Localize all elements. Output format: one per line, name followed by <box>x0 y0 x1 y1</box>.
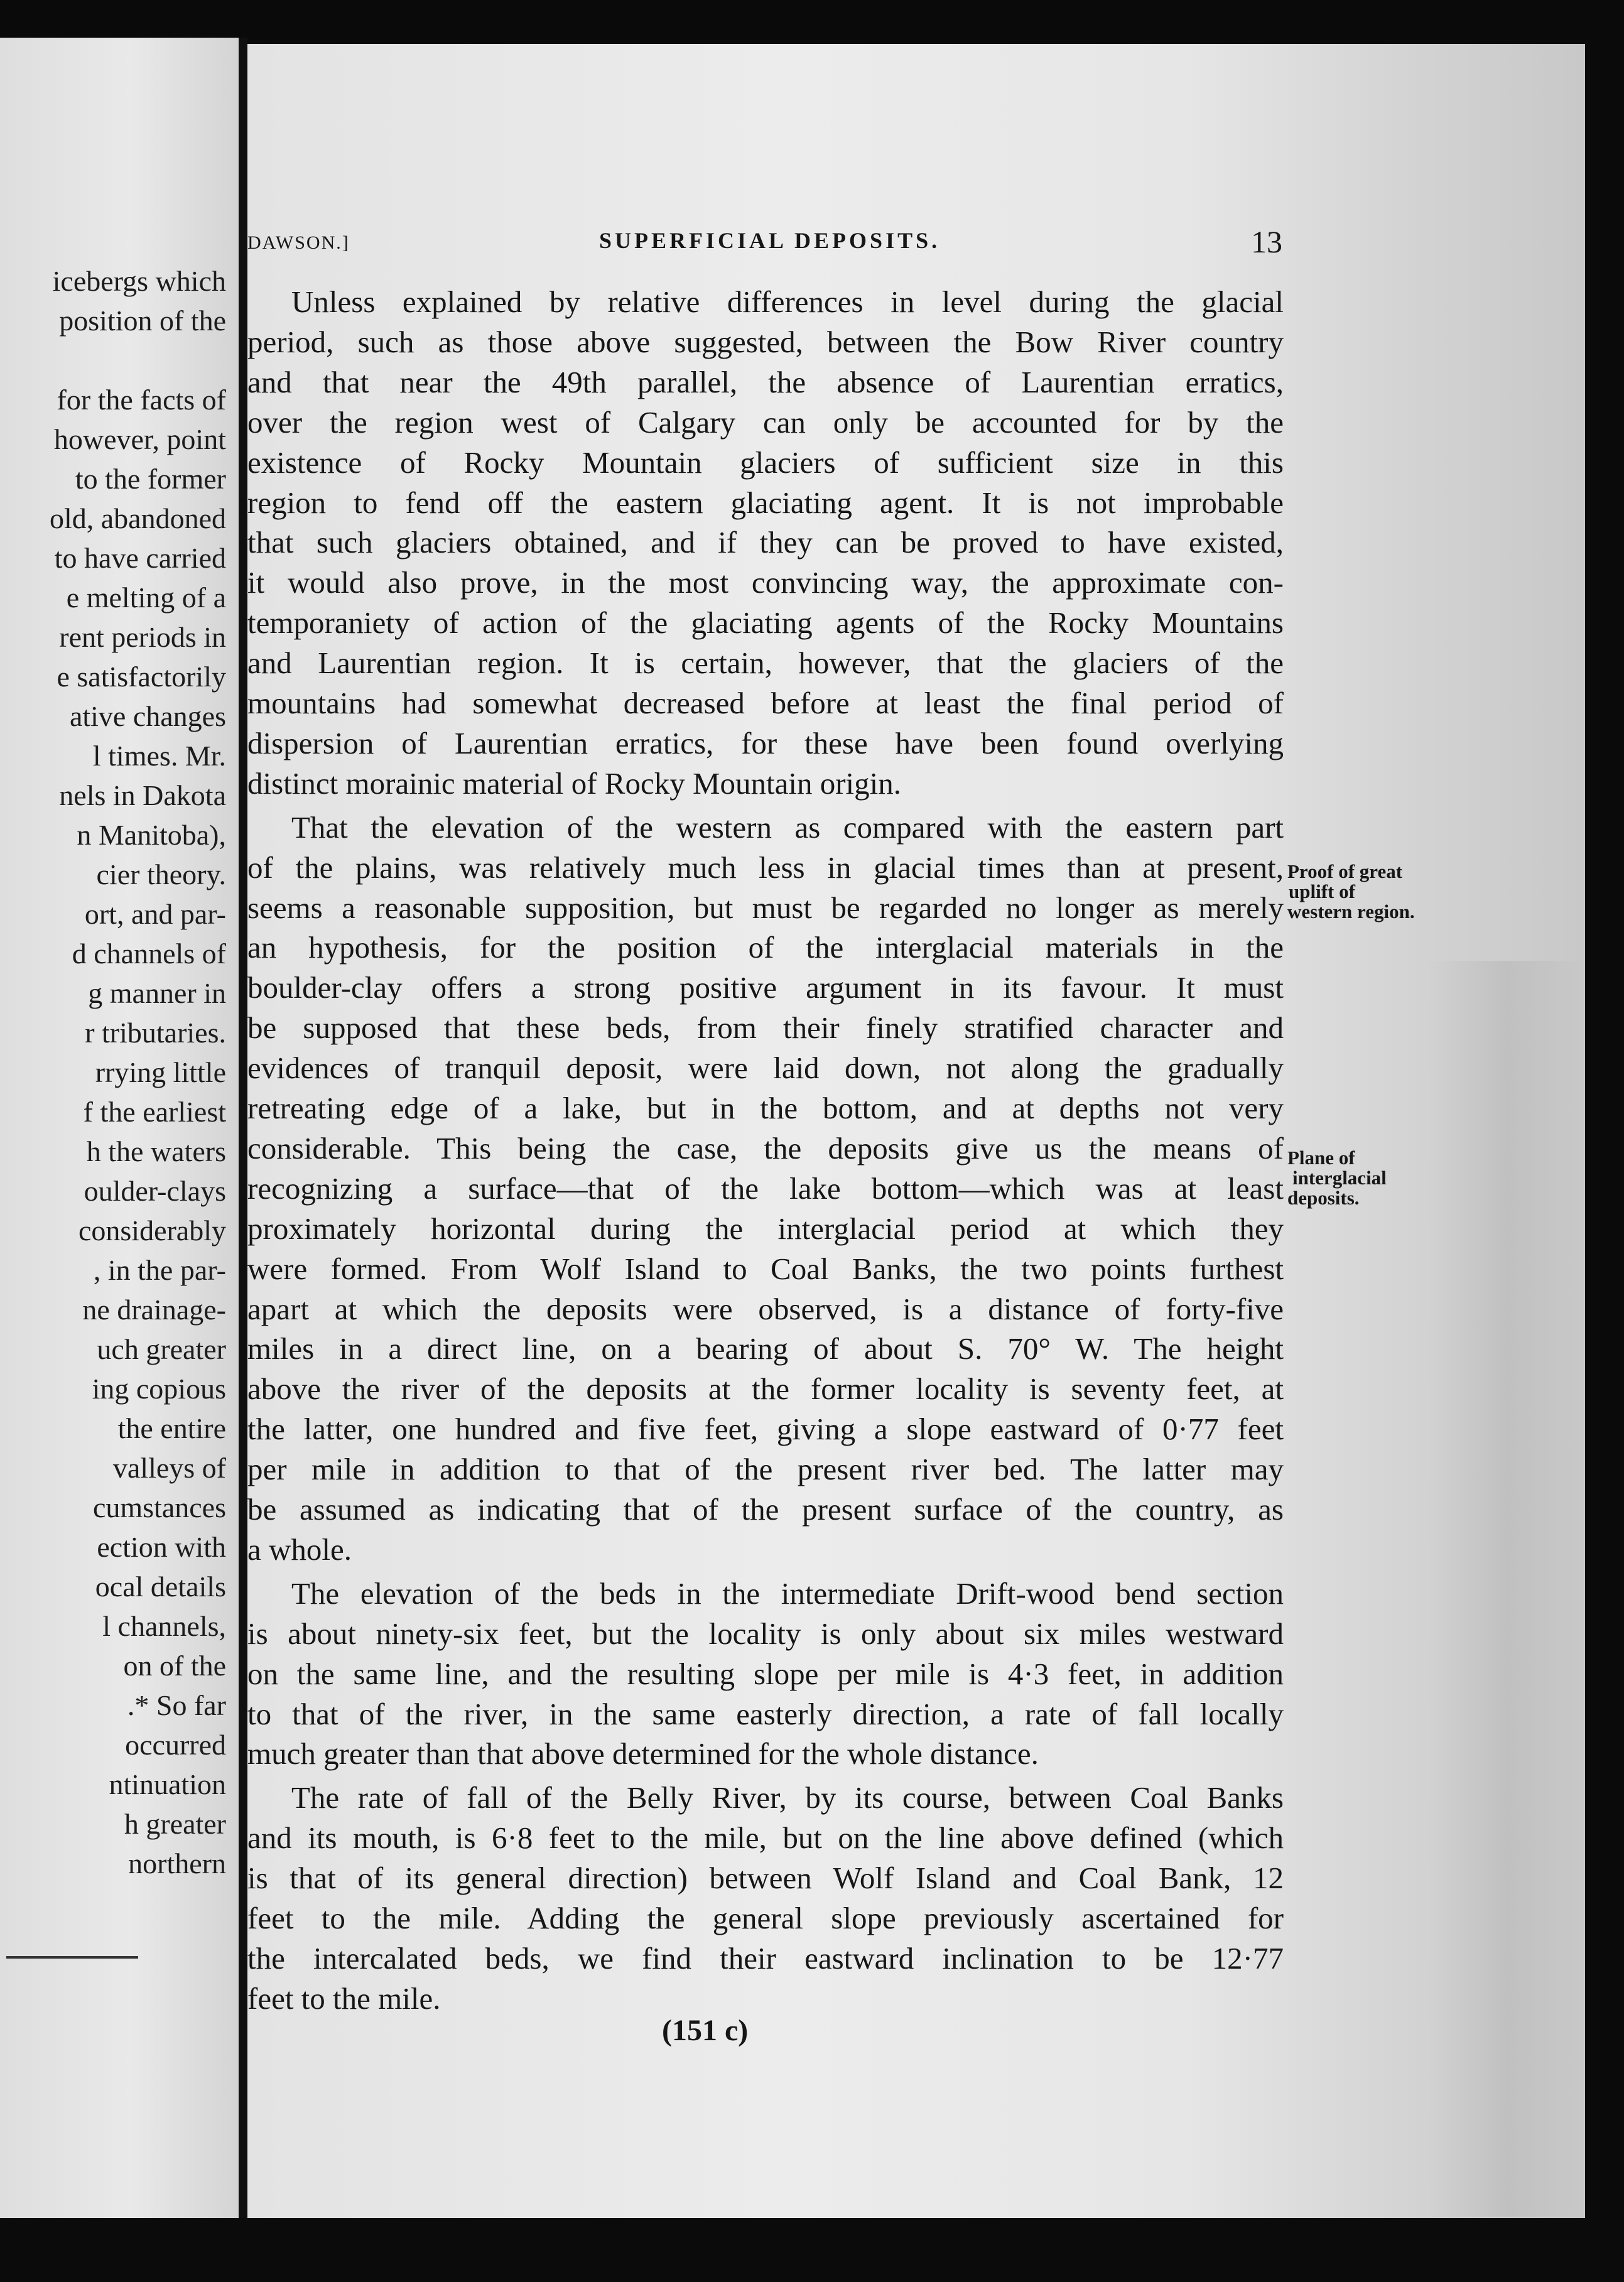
left-page-line: d channels of <box>72 938 226 970</box>
margin-note-plane <box>1287 1148 1495 1208</box>
left-page-line: h the waters <box>86 1135 226 1167</box>
left-page-line: f the earliest <box>83 1096 226 1128</box>
left-page-line: occurred <box>125 1729 226 1761</box>
body-line: per mile in addition to that of the present river bed. The latter may <box>247 1452 1284 1487</box>
body-line: The rate of fall of the Belly River, by its course, between Coal Banks <box>291 1780 1284 1815</box>
left-page-line: ing copious <box>92 1373 226 1405</box>
body-line: it would also prove, in the most convincing way, the approximate con- <box>247 565 1284 600</box>
left-page-line: old, abandoned <box>49 502 226 534</box>
body-line: of the plains, was relatively much less in glacial times than at present, <box>247 850 1284 885</box>
scan-border-right <box>1585 0 1624 2282</box>
body-line: much greater than that above determined for the whole distance. <box>247 1736 1039 1771</box>
body-line: evidences of tranquil deposit, were laid down, not along the gradually <box>247 1051 1284 1086</box>
left-page-line: ort, and par- <box>84 898 226 930</box>
left-page-line: on of the <box>123 1650 226 1682</box>
left-page-line: rrying little <box>95 1056 226 1088</box>
body-line: above the river of the deposits at the former locality is seventy feet, at <box>247 1371 1284 1407</box>
body-line: seems a reasonable supposition, but must be regarded no longer as merely <box>247 890 1284 925</box>
left-page-line: to the former <box>75 463 226 495</box>
body-line: and its mouth, is 6·8 feet to the mile, but on the line above defined (which <box>247 1820 1284 1856</box>
left-facing-page <box>0 38 239 2223</box>
left-page-line: to have carried <box>54 542 226 574</box>
main-page <box>247 44 1585 2218</box>
body-line: temporaniety of action of the glaciating agents of the Rocky Mountains <box>247 605 1284 641</box>
body-line: be assumed as indicating that of the present surface of the country, as <box>247 1492 1284 1527</box>
body-line: is that of its general direction) between Wolf Island and Coal Bank, 12 <box>247 1861 1284 1896</box>
body-line: miles in a direct line, on a bearing of about S. 70° W. The height <box>247 1331 1284 1366</box>
body-line: boulder-clay offers a strong positive argument in its favour. It must <box>247 970 1284 1005</box>
left-page-line: rent periods in <box>59 621 226 653</box>
body-line: considerable. This being the case, the deposits give us the means of <box>247 1130 1284 1165</box>
left-page-line: h greater <box>124 1808 226 1840</box>
left-page-line: nels in Dakota <box>59 779 226 811</box>
page-gutter <box>239 38 247 2223</box>
body-line: retreating edge of a lake, but in the bottom, and at depths not very <box>247 1091 1284 1125</box>
body-line: that such glaciers obtained, and if they can be proved to have existed, <box>247 525 1284 560</box>
body-line: period, such as those above suggested, between the Bow River country <box>247 324 1284 359</box>
body-line: dispersion of Laurentian erratics, for these have been found overlying <box>247 725 1284 760</box>
left-page-line: the entire <box>117 1412 226 1444</box>
left-page-line: cier theory. <box>96 858 226 890</box>
left-page-line: , in the par- <box>93 1254 226 1286</box>
margin-note-line: western region. <box>1287 900 1415 922</box>
body-line: That the elevation of the western as compared with the eastern part <box>291 809 1284 845</box>
body-line: is about ninety-six feet, but the locality is only about six miles westward <box>247 1616 1284 1651</box>
left-page-line: oulder-clays <box>84 1175 226 1207</box>
body-line: distinct morainic material of Rocky Mountain origin. <box>247 765 902 801</box>
left-page-line: l times. Mr. <box>92 740 226 772</box>
left-page-line: r tributaries. <box>85 1017 226 1049</box>
footnote-rule <box>6 1956 138 1959</box>
body-line: recognizing a surface—that of the lake bottom—which was at least <box>247 1171 1284 1206</box>
margin-note-line: deposits. <box>1287 1187 1360 1209</box>
left-page-line: l channels, <box>102 1610 226 1642</box>
left-page-line: position of the <box>59 305 226 337</box>
body-line: existence of Rocky Mountain glaciers of sufficient size in this <box>247 445 1284 480</box>
left-page-line: considerably <box>78 1214 226 1246</box>
scan-border-bottom <box>0 2218 1624 2282</box>
body-line: on the same line, and the resulting slope per mile is 4·3 feet, in addition <box>247 1656 1284 1691</box>
body-line: to that of the river, in the same easterly direction, a rate of fall locally <box>247 1696 1284 1731</box>
body-line: the intercalated beds, we find their eastward inclination to be 12·77 <box>247 1940 1284 1976</box>
margin-note-line: uplift of <box>1289 880 1355 902</box>
body-line: mountains had somewhat decreased before at least the final period of <box>247 686 1284 720</box>
left-page-line: icebergs which <box>52 265 226 297</box>
body-line: over the region west of Calgary can only be accounted for by the <box>247 404 1284 440</box>
body-line: an hypothesis, for the position of the interglacial materials in the <box>247 930 1284 965</box>
left-page-line: g manner in <box>88 977 226 1009</box>
left-page-line: e melting of a <box>66 581 226 614</box>
margin-note-uplift <box>1287 862 1495 922</box>
margin-note-line: Plane of <box>1287 1147 1355 1169</box>
body-line: be supposed that these beds, from their finely stratified character and <box>247 1010 1284 1046</box>
header-author: DAWSON.] <box>247 232 350 253</box>
left-page-line: n Manitoba), <box>77 819 226 851</box>
margin-note-line: Proof of great <box>1287 860 1403 882</box>
left-page-line: ocal details <box>95 1571 226 1603</box>
left-page-line: .* So far <box>127 1689 226 1721</box>
left-page-line: cumstances <box>92 1491 226 1523</box>
page-number: 13 <box>1251 224 1282 259</box>
left-page-line: for the facts of <box>57 384 226 416</box>
body-line: and Laurentian region. It is certain, however, that the glaciers of the <box>247 646 1284 681</box>
body-line: apart at which the deposits were observed, is a distance of forty-five <box>247 1291 1284 1326</box>
body-line: were formed. From Wolf Island to Coal Banks, the two points furthest <box>247 1251 1284 1286</box>
body-line: the latter, one hundred and five feet, giving a slope eastward of 0·77 feet <box>247 1412 1284 1447</box>
body-line: feet to the mile. <box>247 1981 441 2016</box>
header-title: SUPERFICIAL DEPOSITS. <box>599 228 941 253</box>
left-page-line: e satisfactorily <box>57 661 226 693</box>
left-page-line: uch greater <box>97 1333 226 1365</box>
body-line: and that near the 49th parallel, the absence of Laurentian erratics, <box>247 364 1284 399</box>
left-page-line: ne drainage- <box>82 1294 226 1326</box>
left-page-line: however, point <box>53 423 226 455</box>
body-line: Unless explained by relative differences in level during the glacial <box>291 284 1284 319</box>
left-page-line: ection with <box>97 1531 226 1563</box>
footer-signature: (151 c) <box>662 2014 749 2047</box>
body-line: The elevation of the beds in the intermediate Drift-wood bend section <box>291 1576 1284 1611</box>
margin-note-line: interglacial <box>1292 1167 1387 1189</box>
left-page-line: ative changes <box>69 700 226 732</box>
body-line: region to fend off the eastern glaciating agent. It is not improbable <box>247 485 1284 520</box>
left-page-line: ntinuation <box>109 1768 226 1800</box>
body-line: feet to the mile. Adding the general slope previously ascertained for <box>247 1901 1284 1935</box>
left-page-line: valleys of <box>112 1452 226 1484</box>
body-line: a whole. <box>247 1532 352 1567</box>
body-line: proximately horizontal during the interglacial period at which they <box>247 1211 1284 1246</box>
running-header <box>247 224 1290 265</box>
left-page-line: northern <box>128 1847 226 1879</box>
